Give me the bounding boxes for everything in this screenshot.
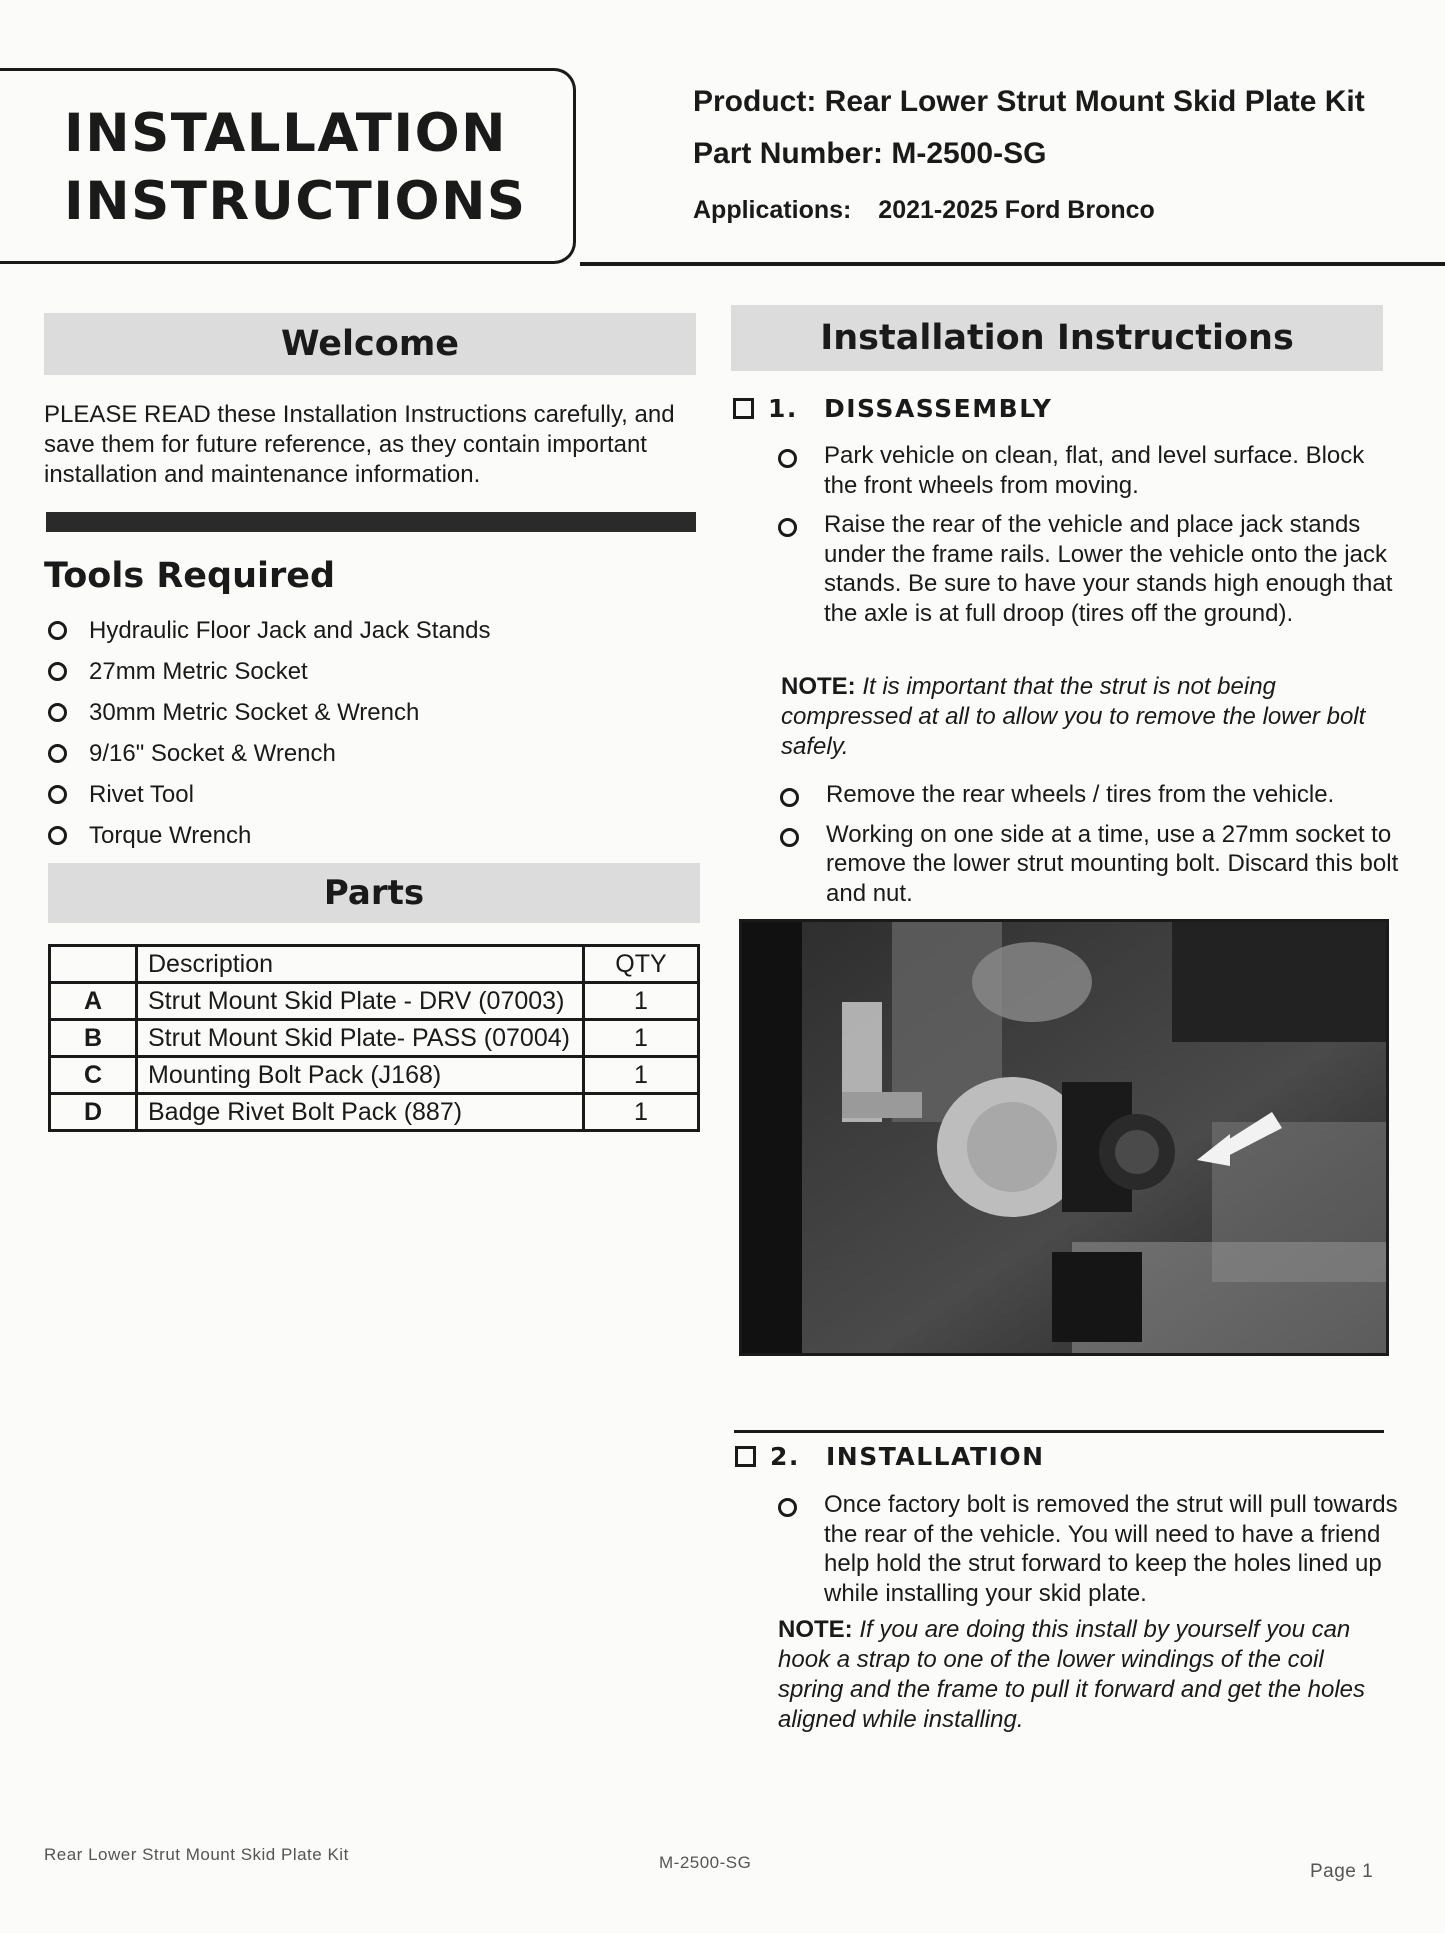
circle-bullet-icon: [48, 744, 67, 763]
step-divider: [734, 1430, 1384, 1433]
table-row: [50, 1094, 699, 1131]
product-info: [693, 76, 1365, 180]
table-row: [50, 983, 699, 1020]
table-row: [50, 1020, 699, 1057]
circle-bullet-icon: [780, 828, 799, 847]
tool-item: [48, 651, 491, 692]
list-item: [778, 510, 1398, 628]
tool-label: Rivet Tool: [89, 781, 194, 808]
circle-bullet-icon: [48, 662, 67, 681]
section-divider: [46, 512, 696, 532]
bullet-text: Raise the rear of the vehicle and place jack stands under the frame rails. Lower the vehicle onto the jack stands. Be sure to have your stands high enough that the axle is at full droop (tires off the ground).: [824, 511, 1393, 627]
part-qty: 1: [584, 1057, 699, 1094]
footer-page-number: Page 1: [1310, 1861, 1374, 1882]
part-description: Mounting Bolt Pack (J168): [137, 1057, 584, 1094]
part-description: Badge Rivet Bolt Pack (887): [137, 1094, 584, 1131]
tools-list: [48, 610, 491, 856]
header-qty: QTY: [584, 946, 699, 983]
circle-bullet-icon: [48, 703, 67, 722]
circle-bullet-icon: [778, 449, 797, 468]
part-description: Strut Mount Skid Plate - DRV (07003): [137, 983, 584, 1020]
step-number: 1.: [768, 394, 798, 423]
tool-label: Hydraulic Floor Jack and Jack Stands: [89, 617, 491, 644]
product-name: Product: Rear Lower Strut Mount Skid Plate Kit: [693, 85, 1365, 118]
document-title: [64, 100, 527, 236]
bullet-text: Park vehicle on clean, flat, and level surface. Block the front wheels from moving.: [824, 442, 1365, 499]
tool-item: [48, 815, 491, 856]
part-qty: 1: [584, 1094, 699, 1131]
circle-bullet-icon: [48, 826, 67, 845]
step-1-note: [781, 672, 1381, 762]
part-letter: C: [50, 1057, 137, 1094]
header-letter: [50, 946, 137, 983]
part-description: Strut Mount Skid Plate- PASS (07004): [137, 1020, 584, 1057]
circle-bullet-icon: [778, 1498, 797, 1517]
step-1-bullets: [778, 441, 1398, 638]
tool-label: 9/16" Socket & Wrench: [89, 740, 336, 767]
step-2-note: [778, 1615, 1388, 1735]
tool-item: [48, 774, 491, 815]
footer-product: Rear Lower Strut Mount Skid Plate Kit: [44, 1845, 349, 1864]
parts-table: [48, 944, 700, 1132]
tool-item: [48, 733, 491, 774]
tools-heading: Tools Required: [44, 556, 336, 596]
strut-bolt-illustration: [742, 922, 1386, 1353]
tool-label: 30mm Metric Socket & Wrench: [89, 699, 420, 726]
applications-label: Applications:: [693, 196, 852, 224]
circle-bullet-icon: [48, 621, 67, 640]
list-item: [780, 820, 1400, 909]
step-1-heading: [733, 394, 1052, 423]
note-label: NOTE:: [778, 1616, 853, 1643]
header-rule: [580, 262, 1445, 266]
welcome-heading: Welcome: [44, 313, 696, 375]
list-item: [778, 441, 1398, 500]
part-qty: 1: [584, 1020, 699, 1057]
table-header-row: [50, 946, 699, 983]
checkbox-icon: [735, 1446, 756, 1467]
table-row: [50, 1057, 699, 1094]
strut-bolt-photo: [739, 919, 1389, 1356]
part-letter: A: [50, 983, 137, 1020]
note-text: It is important that the strut is not being compressed at all to allow you to remove the lower bolt safely.: [781, 673, 1366, 760]
step-2-bullets: [778, 1490, 1398, 1618]
circle-bullet-icon: [778, 518, 797, 537]
welcome-text: PLEASE READ these Installation Instructions carefully, and save them for future reference, as they contain important installation and maintenance information.: [44, 401, 675, 488]
circle-bullet-icon: [48, 785, 67, 804]
bullet-text: Once factory bolt is removed the strut will pull towards the rear of the vehicle. You will need to have a friend help hold the strut forward to keep the holes lined up while installing your skid plate.: [824, 1491, 1398, 1607]
part-letter: D: [50, 1094, 137, 1131]
title-line-2: INSTRUCTIONS: [64, 171, 527, 232]
tool-label: Torque Wrench: [89, 822, 252, 849]
tool-label: 27mm Metric Socket: [89, 658, 308, 685]
step-2-heading: [735, 1442, 1045, 1471]
bullet-text: Remove the rear wheels / tires from the vehicle.: [826, 781, 1335, 808]
step-1-bullets-b: [780, 780, 1400, 918]
part-letter: B: [50, 1020, 137, 1057]
checkbox-icon: [733, 398, 754, 419]
header-description: Description: [137, 946, 584, 983]
tool-item: [48, 692, 491, 733]
step-title: DISSASSEMBLY: [824, 394, 1053, 423]
note-text: If you are doing this install by yourself you can hook a strap to one of the lower windings of the coil spring and the frame to pull it forward and get the holes aligned while installing.: [778, 1616, 1366, 1733]
circle-bullet-icon: [780, 788, 799, 807]
tool-item: [48, 610, 491, 651]
bullet-text: Working on one side at a time, use a 27mm socket to remove the lower strut mounting bolt. Discard this bolt and nut.: [826, 820, 1399, 907]
part-number: Part Number: M-2500-SG: [693, 137, 1047, 170]
step-title: INSTALLATION: [826, 1442, 1045, 1471]
parts-heading: Parts: [48, 863, 700, 923]
list-item: [780, 780, 1400, 810]
installation-heading: Installation Instructions: [731, 305, 1383, 371]
note-label: NOTE:: [781, 673, 856, 700]
applications: [693, 196, 1155, 225]
footer-part-number: M-2500-SG: [659, 1853, 752, 1872]
title-line-1: INSTALLATION: [64, 103, 508, 164]
step-number: 2.: [770, 1442, 800, 1471]
list-item: [778, 1490, 1398, 1608]
applications-value: 2021-2025 Ford Bronco: [878, 196, 1155, 224]
part-qty: 1: [584, 983, 699, 1020]
